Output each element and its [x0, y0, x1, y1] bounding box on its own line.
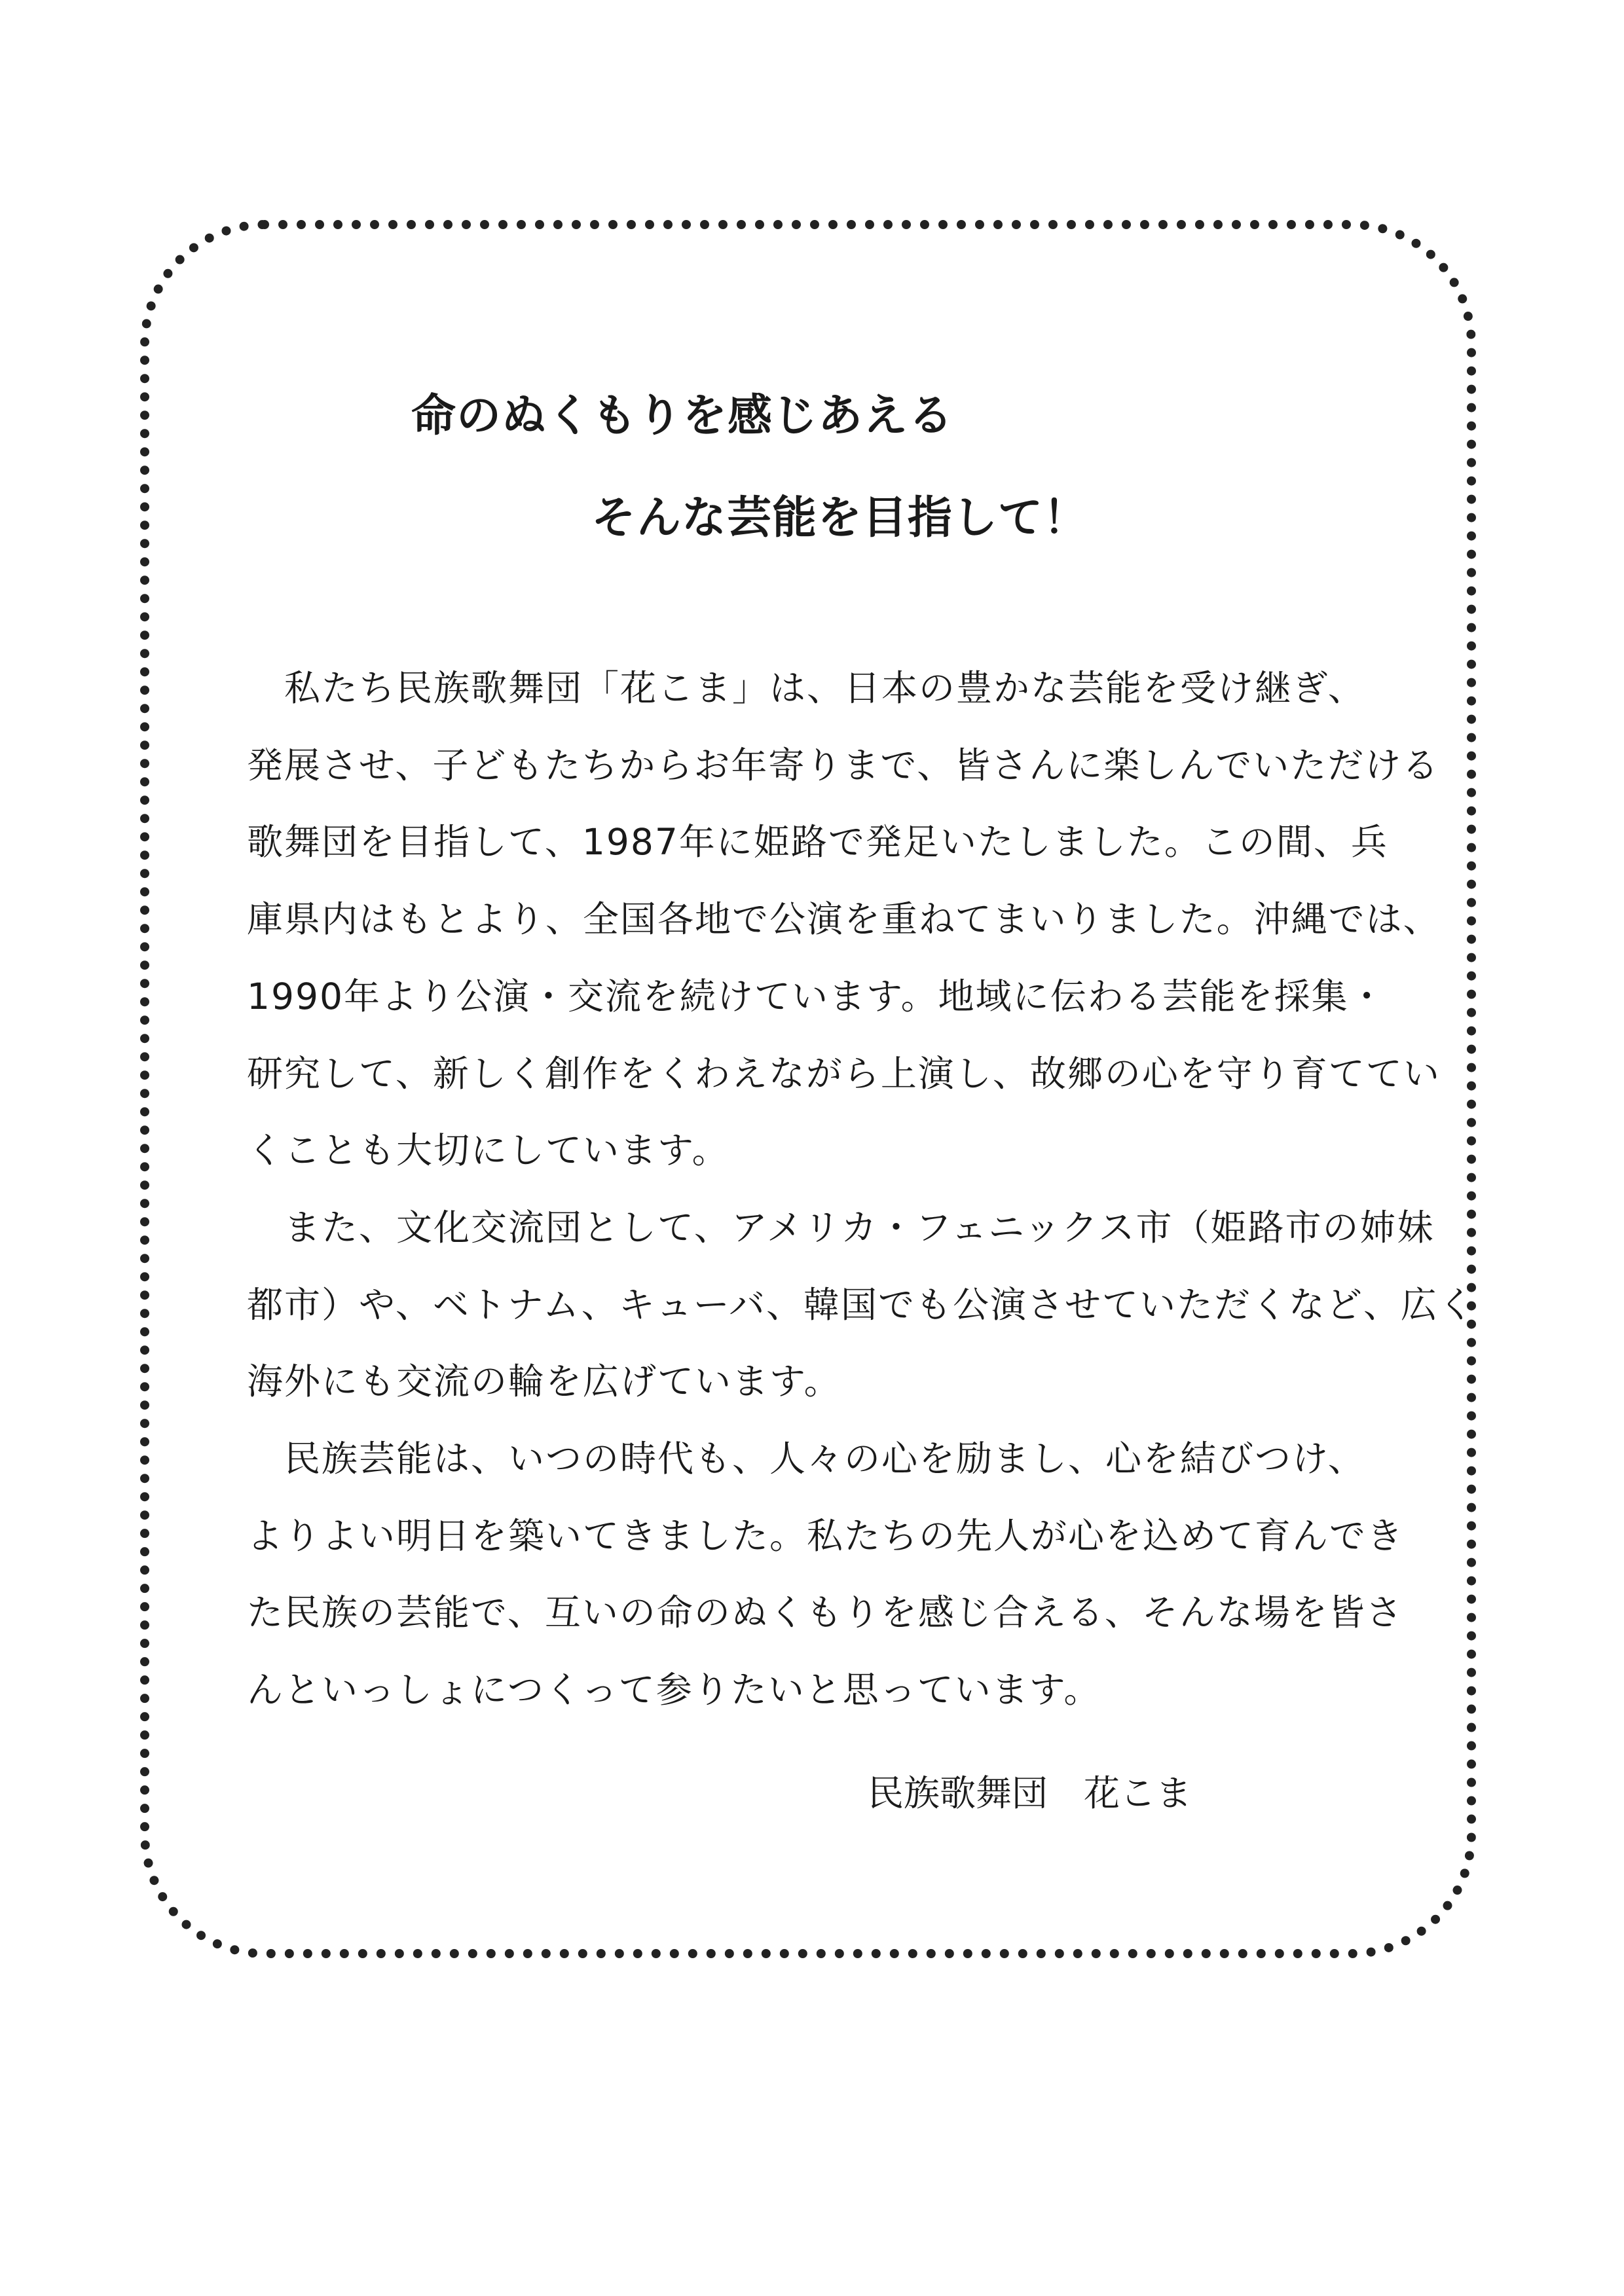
body-line: また、文化交流団として、アメリカ・フェニックス市（姫路市の姉妹 [247, 1207, 1435, 1248]
body-line: 海外にも交流の輪を広げています。 [247, 1360, 841, 1402]
title-line-1: 命のぬくもりを感じあえる [411, 390, 954, 442]
body-line: よりよい明日を築いてきました。私たちの先人が心を込めて育んでき [247, 1515, 1405, 1557]
body-line: 歌舞団を目指して、1987年に姫路で発足いたしました。この間、兵 [247, 821, 1388, 863]
body-line: 研究して、新しく創作をくわえながら上演し、故郷の心を守り育ててい [247, 1053, 1441, 1095]
signature: 民族歌舞団 花こま [868, 1772, 1192, 1814]
body-line: 発展させ、子どもたちからお年寄りまで、皆さんに楽しんでいただける [247, 744, 1440, 786]
body-line: 都市）や、ベトナム、キューバ、韓国でも公演させていただくなど、広く [247, 1284, 1476, 1326]
title-line-2: そんな芸能を目指して！ [591, 492, 1089, 544]
body-line: た民族の芸能で、互いの命のぬくもりを感じ合える、そんな場を皆さ [247, 1592, 1403, 1633]
body-line: 1990年より公演・交流を続けています。地域に伝わる芸能を採集・ [247, 975, 1386, 1017]
body-line: 民族芸能は、いつの時代も、人々の心を励まし、心を結びつけ、 [247, 1438, 1365, 1480]
body-line: 庫県内はもとより、全国各地で公演を重ねてまいりました。沖縄では、 [247, 898, 1441, 940]
body-line: んといっしょにつくって参りたいと思っています。 [247, 1669, 1101, 1711]
body-line: 私たち民族歌舞団「花こま」は、日本の豊かな芸能を受け継ぎ、 [247, 667, 1365, 709]
body-line: くことも大切にしています。 [247, 1129, 729, 1171]
